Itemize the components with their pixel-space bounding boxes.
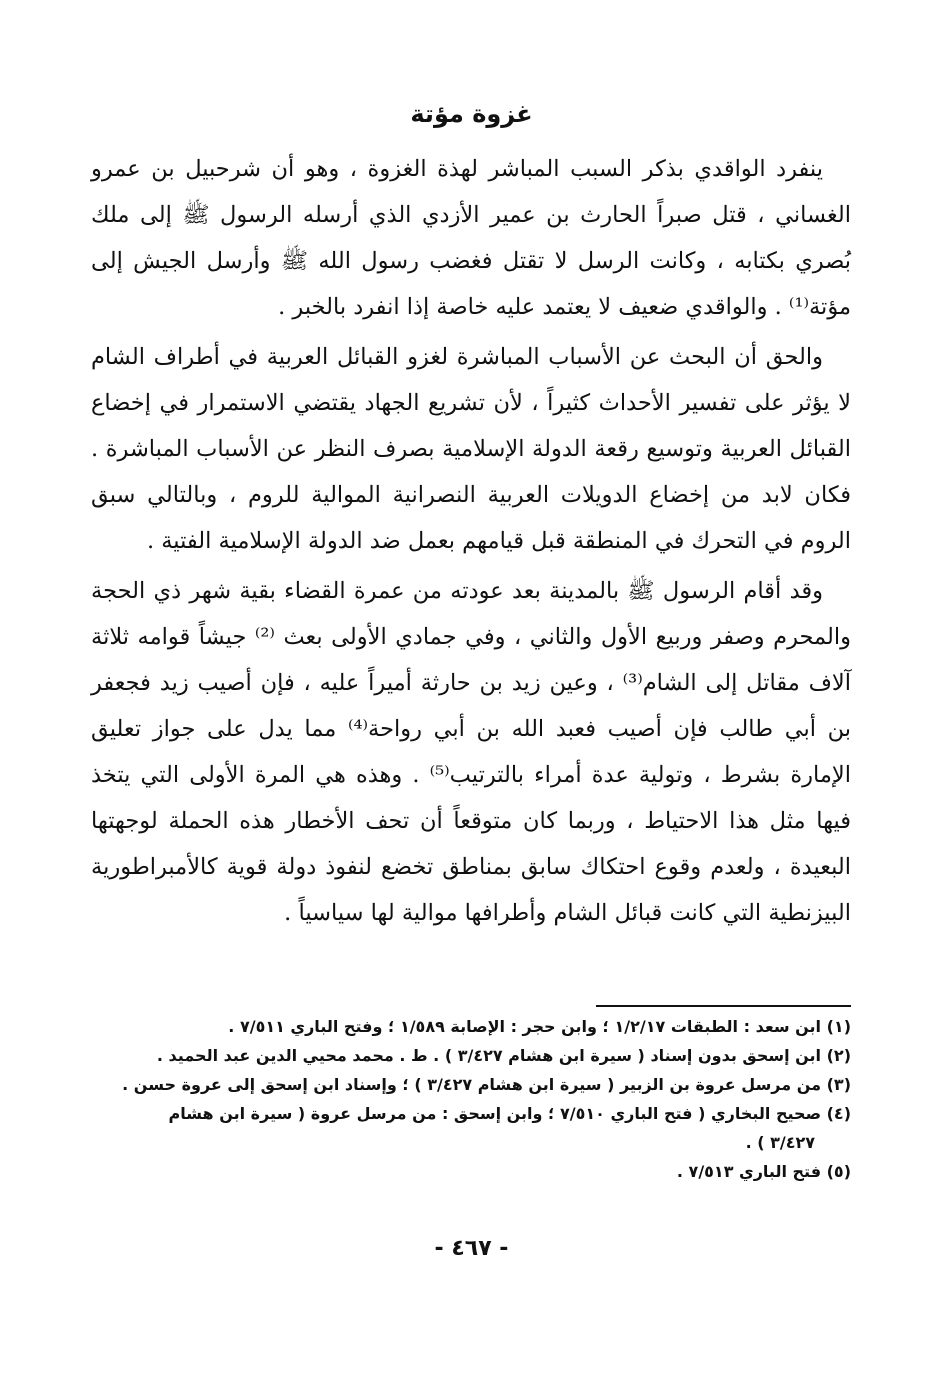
footnote-2: (٢) ابن إسحق بدون إسناد ( سيرة ابن هشام ٣/٤٢٧ ) . ط . محمد محيي الدين عبد الحميد . (156, 1046, 851, 1065)
page-number: - ٤٦٧ - (434, 1236, 509, 1261)
body-text (91, 146, 851, 936)
footnote-separator (596, 1005, 851, 1007)
footnote-4-continued: ٣/٤٢٧ ) . (745, 1133, 815, 1152)
paragraph-3: وقد أقام الرسول ﷺ بالمدينة بعد عودته من عمرة القضاء بقية شهر ذي الحجة والمحرم وصفر وربيع الأول والثاني ، وفي جمادي الأولى بعث ⁽²⁾ جيشاً قوامه ثلاثة آلاف مقاتل إلى الشام⁽³⁾ ، وعين زيد بن حارثة أميراً عليه ، فإن أصيب زيد فجعفر بن أبي طالب فإن أصيب فعبد الله بن أبي رواحة⁽⁴⁾ مما يدل على جواز تعليق الإمارة بشرط ، وتولية عدة أمراء بالترتيب⁽⁵⁾ . وهذه هي المرة الأولى التي يتخذ فيها مثل هذا الاحتياط ، وربما كان متوقعاً أن تحف الأخطار هذه الحملة لوجهتها البعيدة ، ولعدم وقوع احتكاك سابق بمناطق تخضع لنفوذ دولة قوية كالأمبراطورية البيزنطية التي كانت قبائل الشام وأطرافها موالية لها سياسياً . (91, 578, 852, 926)
footnote-5: (٥) فتح الباري ٧/٥١٣ . (676, 1162, 851, 1181)
running-head: غزوة مؤتة (410, 100, 533, 128)
footnote-3: (٣) من مرسل عروة بن الزبير ( سيرة ابن هشام ٣/٤٢٧ ) ؛ وإسناد ابن إسحق إلى عروة حسن . (122, 1075, 851, 1094)
footnotes (91, 1012, 851, 1186)
footnote-4: (٤) صحيح البخاري ( فتح الباري ٧/٥١٠ ؛ وابن إسحق : من مرسل عروة ( سيرة ابن هشام (168, 1104, 851, 1123)
paragraph-1: ينفرد الواقدي بذكر السبب المباشر لهذة الغزوة ، وهو أن شرحبيل بن عمرو الغساني ، قتل صبراً الحارث بن عمير الأزدي الذي أرسله الرسول ﷺ إلى ملك بُصري بكتابه ، وكانت الرسل لا تقتل فغضب رسول الله ﷺ وأرسل الجيش إلى مؤتة⁽¹⁾ . والواقدي ضعيف لا يعتمد عليه خاصة إذا انفرد بالخبر . (91, 156, 851, 320)
paragraph-2: والحق أن البحث عن الأسباب المباشرة لغزو القبائل العربية في أطراف الشام لا يؤثر على تفسير الأحداث كثيراً ، لأن تشريع الجهاد يقتضي الاستمرار في إخضاع القبائل العربية وتوسيع رقعة الدولة الإسلامية بصرف النظر عن الأسباب المباشرة . فكان لابد من إخضاع الدويلات العربية النصرانية الموالية للروم ، وبالتالي سبق الروم في التحرك في المنطقة قبل قيامهم بعمل ضد الدولة الإسلامية الفتية . (91, 344, 851, 554)
footnote-1: (١) ابن سعد : الطبقات ١/٢/١٧ ؛ وابن حجر : الإصابة ١/٥٨٩ ؛ وفتح الباري ٧/٥١١ . (228, 1017, 851, 1036)
